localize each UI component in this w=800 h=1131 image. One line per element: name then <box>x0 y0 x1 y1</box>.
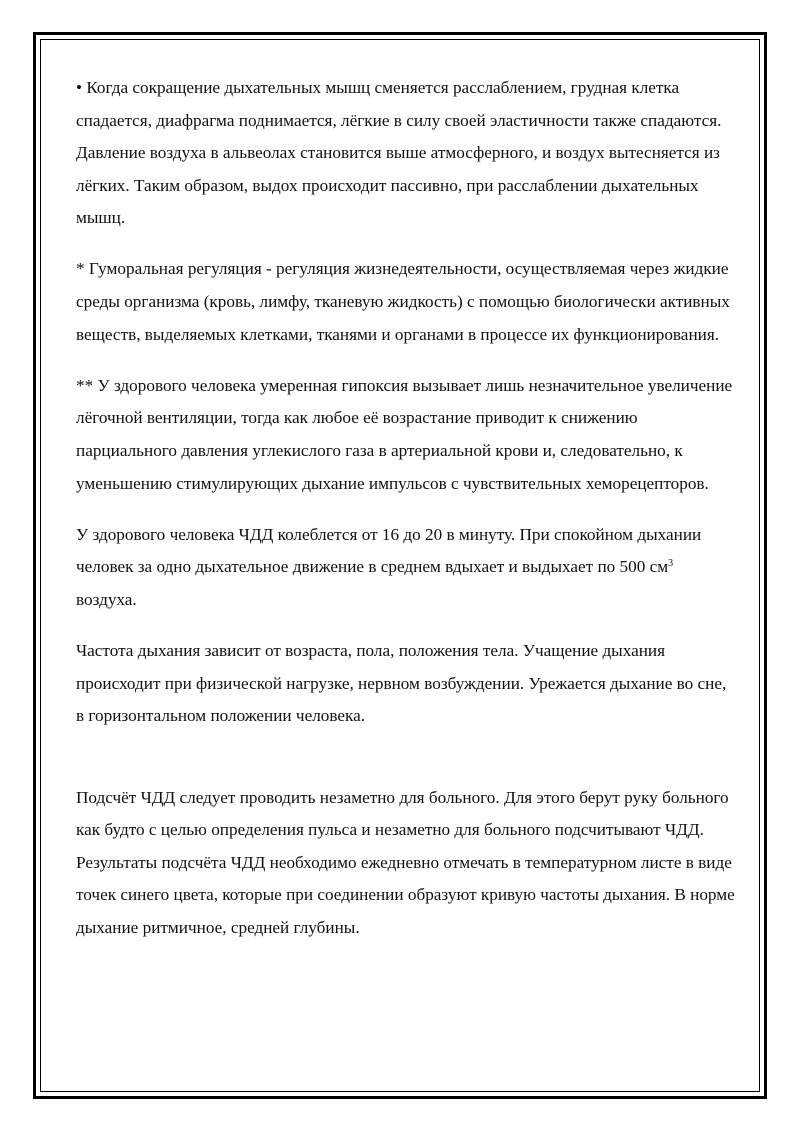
paragraph-exhalation: • Когда сокращение дыхательных мышц сменяется расслаблением, грудная клетка спадается, диафрагма поднимается, лёгкие в силу своей эластичности также спадаются. Давление воздуха в альвеолах становится выше атмосферного, и воздух вытесняется из лёгких. Таким образом, выдох происходит пассивно, при расслаблении дыхательных мышц. <box>76 78 722 228</box>
paragraph-hypoxia-note: ** У здорового человека умеренная гипоксия вызывает лишь незначительное увеличение лёгочной вентиляции, тогда как любое её возрастание приводит к снижению парциального давления углекислого газа в артериальной крови и, следовательно, к уменьшению стимулирующих дыхание импульсов с чувствительных хеморецепторов. <box>76 375 733 493</box>
paragraph-rr-counting: Подсчёт ЧДД следует проводить незаметно для больного. Для этого берут руку больного как будто с целью определения пульса и незаметно для больного подсчитывают ЧДД. Результаты подсчёта ЧДД необходимо ежедневно отмечать в температурном листе в виде точек синего цвета, которые при соединении образуют кривую частоты дыхания. В норме дыхание ритмичное, средней глубины. <box>76 787 735 938</box>
cubic-superscript: 3 <box>668 558 674 570</box>
document-body <box>76 72 736 945</box>
paragraph-humoral-regulation: * Гуморальная регуляция - регуляция жизнедеятельности, осуществляемая через жидкие среды организма (кровь, лимфу, тканевую жидкость) с помощью биологически активных веществ, выделяемых клетками, тканями и органами в процессе их функционирования. <box>76 259 730 344</box>
rr-norm-text-end: воздуха. <box>76 589 137 609</box>
paragraph-respiratory-rate-norm <box>76 519 736 617</box>
rr-norm-text: У здорового человека ЧДД колеблется от 16 до 20 в минуту. При спокойном дыхании человек за одно дыхательное движение в среднем вдыхает и выдыхает по 500 см <box>76 524 702 577</box>
paragraph-rate-factors: Частота дыхания зависит от возраста, пола, положения тела. Учащение дыхания происходит при физической нагрузке, нервном возбуждении. Урежается дыхание во сне, в горизонтальном положении человека. <box>76 640 727 726</box>
